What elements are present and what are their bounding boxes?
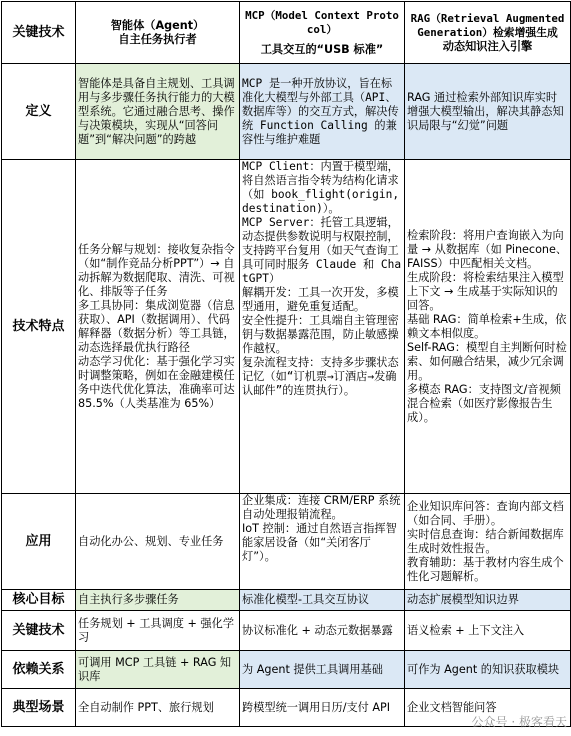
dependency-mcp: 为 Agent 提供工具调用基础 <box>240 651 405 689</box>
features-label: 技术特点 <box>2 160 76 494</box>
application-agent: 自动化办公、规划、专业任务 <box>76 494 240 590</box>
application-row <box>2 494 571 590</box>
features-rag <box>405 160 571 494</box>
application-rag-item: 实时信息查询：结合新闻数据库生成时效性报告。 <box>407 527 564 555</box>
goal-agent: 自主执行多步骤任务 <box>76 590 240 611</box>
comparison-table <box>1 1 571 727</box>
features-row <box>2 160 571 494</box>
keytech-agent: 任务规划 + 工具调度 + 强化学习 <box>76 611 240 651</box>
features-rag-item: 基础 RAG：简单检索+生成，依赖文本相似度。 <box>407 312 567 340</box>
definition-rag: RAG 通过检索外部知识库实时增强大模型输出，解决其静态知识局限与“幻觉”问题 <box>405 64 571 160</box>
scenario-rag: 企业文档智能问答 <box>405 689 571 727</box>
goal-rag: 动态扩展模型知识边界 <box>405 590 571 611</box>
application-mcp-item: IoT 控制：通过自然语言指挥智能家居设备（如“关闭客厅灯”）。 <box>242 522 397 563</box>
application-label: 应用 <box>2 494 76 590</box>
definition-row <box>2 64 571 160</box>
header-agent-subtitle: 自主任务执行者 <box>118 32 197 46</box>
dependency-agent: 可调用 MCP 工具链 + RAG 知识库 <box>76 651 240 689</box>
goal-row <box>2 590 571 611</box>
header-agent-title: 智能体（Agent） <box>110 18 205 32</box>
application-rag-item: 企业知识库问答：查询内部文档（如合同、手册）。 <box>407 499 564 527</box>
application-mcp-item: 企业集成：连接 CRM/ERP 系统自动处理报销流程。 <box>242 494 401 521</box>
definition-agent: 智能体是具备自主规划、工具调用与多步骤任务执行能力的大模型系统。它通过融合思考、操作与决策模块，实现从“回答问题”到“解决问题”的跨越 <box>76 64 240 160</box>
features-mcp <box>240 160 405 494</box>
features-agent-item: 任务分解与规划：接收复杂指令（如“制作竞品分析PPT”）→ 自动拆解为数据爬取、清洗、可视化、排版等子任务 <box>78 242 235 298</box>
header-mcp-title: MCP（Model Context Protocol） <box>245 8 399 36</box>
header-agent <box>76 2 240 64</box>
keytech-label: 关键技术 <box>2 611 76 651</box>
features-rag-item: Self-RAG：模型自主判断何时检索、如何融合结果，减少冗余调用。 <box>407 340 567 382</box>
header-rag-title: RAG（Retrieval Augmented Generation）检索增强生成 <box>410 11 565 39</box>
watermark: 公众号 · 极客看天 <box>471 715 567 729</box>
features-rag-item: 生成阶段：将检索结果注入模型上下文 → 生成基于实际知识的回答。 <box>407 270 564 312</box>
goal-label: 核心目标 <box>2 590 76 611</box>
application-mcp <box>240 494 405 590</box>
keytech-row <box>2 611 571 651</box>
features-rag-item: 多模态 RAG：支持图文/音视频混合检索（如医疗影像报告生成）。 <box>407 382 561 424</box>
header-rag-subtitle: 动态知识注入引擎 <box>442 39 533 53</box>
features-agent <box>76 160 240 494</box>
features-agent-item: 多工具协同：集成浏览器（信息获取）、API（数据调用）、代码解释器（数据分析）等工具链，动态选择最优执行路径 <box>78 298 235 354</box>
dependency-label: 依赖关系 <box>2 651 76 689</box>
definition-mcp: MCP 是一种开放协议，旨在标准化大模型与外部工具（API、数据库等）的交互方式，解决传统 Function Calling 的兼容性与维护难题 <box>240 64 405 160</box>
scenario-row <box>2 689 571 727</box>
features-mcp-item: 复杂流程支持：支持多步骤状态记忆（如“订机票→订酒店→发确认邮件”的连贯执行）。 <box>242 356 399 397</box>
header-mcp <box>240 2 405 64</box>
header-rag <box>405 2 571 64</box>
header-key-label: 关键技术 <box>2 2 76 64</box>
scenario-agent: 全自动制作 PPT、旅行规划 <box>76 689 240 727</box>
definition-label: 定义 <box>2 64 76 160</box>
keytech-mcp: 协议标准化 + 动态元数据暴露 <box>240 611 405 651</box>
application-rag-item: 教育辅助：基于教材内容生成个性化习题解析。 <box>407 555 564 583</box>
features-mcp-item: MCP Server：托管工具逻辑，动态提供参数说明与权限控制，支持跨平台复用（如天气查询工具可同时服务 Claude 和 ChatGPT） <box>242 216 402 285</box>
features-mcp-item: 安全性提升：工具端自主管理密钥与数据暴露范围，防止敏感操作越权。 <box>242 314 399 355</box>
goal-mcp: 标准化模型-工具交互协议 <box>240 590 405 611</box>
dependency-rag: 可作为 Agent 的知识获取模块 <box>405 651 571 689</box>
features-mcp-item: 解耦开发：工具一次开发，多模型通用，避免重复适配。 <box>242 286 399 313</box>
application-rag <box>405 494 571 590</box>
dependency-row <box>2 651 571 689</box>
scenario-label: 典型场景 <box>2 689 76 727</box>
header-mcp-subtitle: 工具交互的“USB 标准” <box>260 42 384 56</box>
features-mcp-item: MCP Client：内置于模型端，将自然语言指令转为结构化请求（如 book_flight(origin, destination)）。 <box>242 160 400 215</box>
header-row <box>2 2 571 64</box>
keytech-rag: 语义检索 + 上下文注入 <box>405 611 571 651</box>
features-rag-item: 检索阶段：将用户查询嵌入为向量 → 从数据库（如 Pinecone、FAISS）中匹配相关文档。 <box>407 228 568 270</box>
features-agent-item: 动态学习优化：基于强化学习实时调整策略，例如在金融建模任务中迭代优化算法，准确率可达 85.5%（人类基准为 65%） <box>78 354 235 410</box>
scenario-mcp: 跨模型统一调用日历/支付 API <box>240 689 405 727</box>
